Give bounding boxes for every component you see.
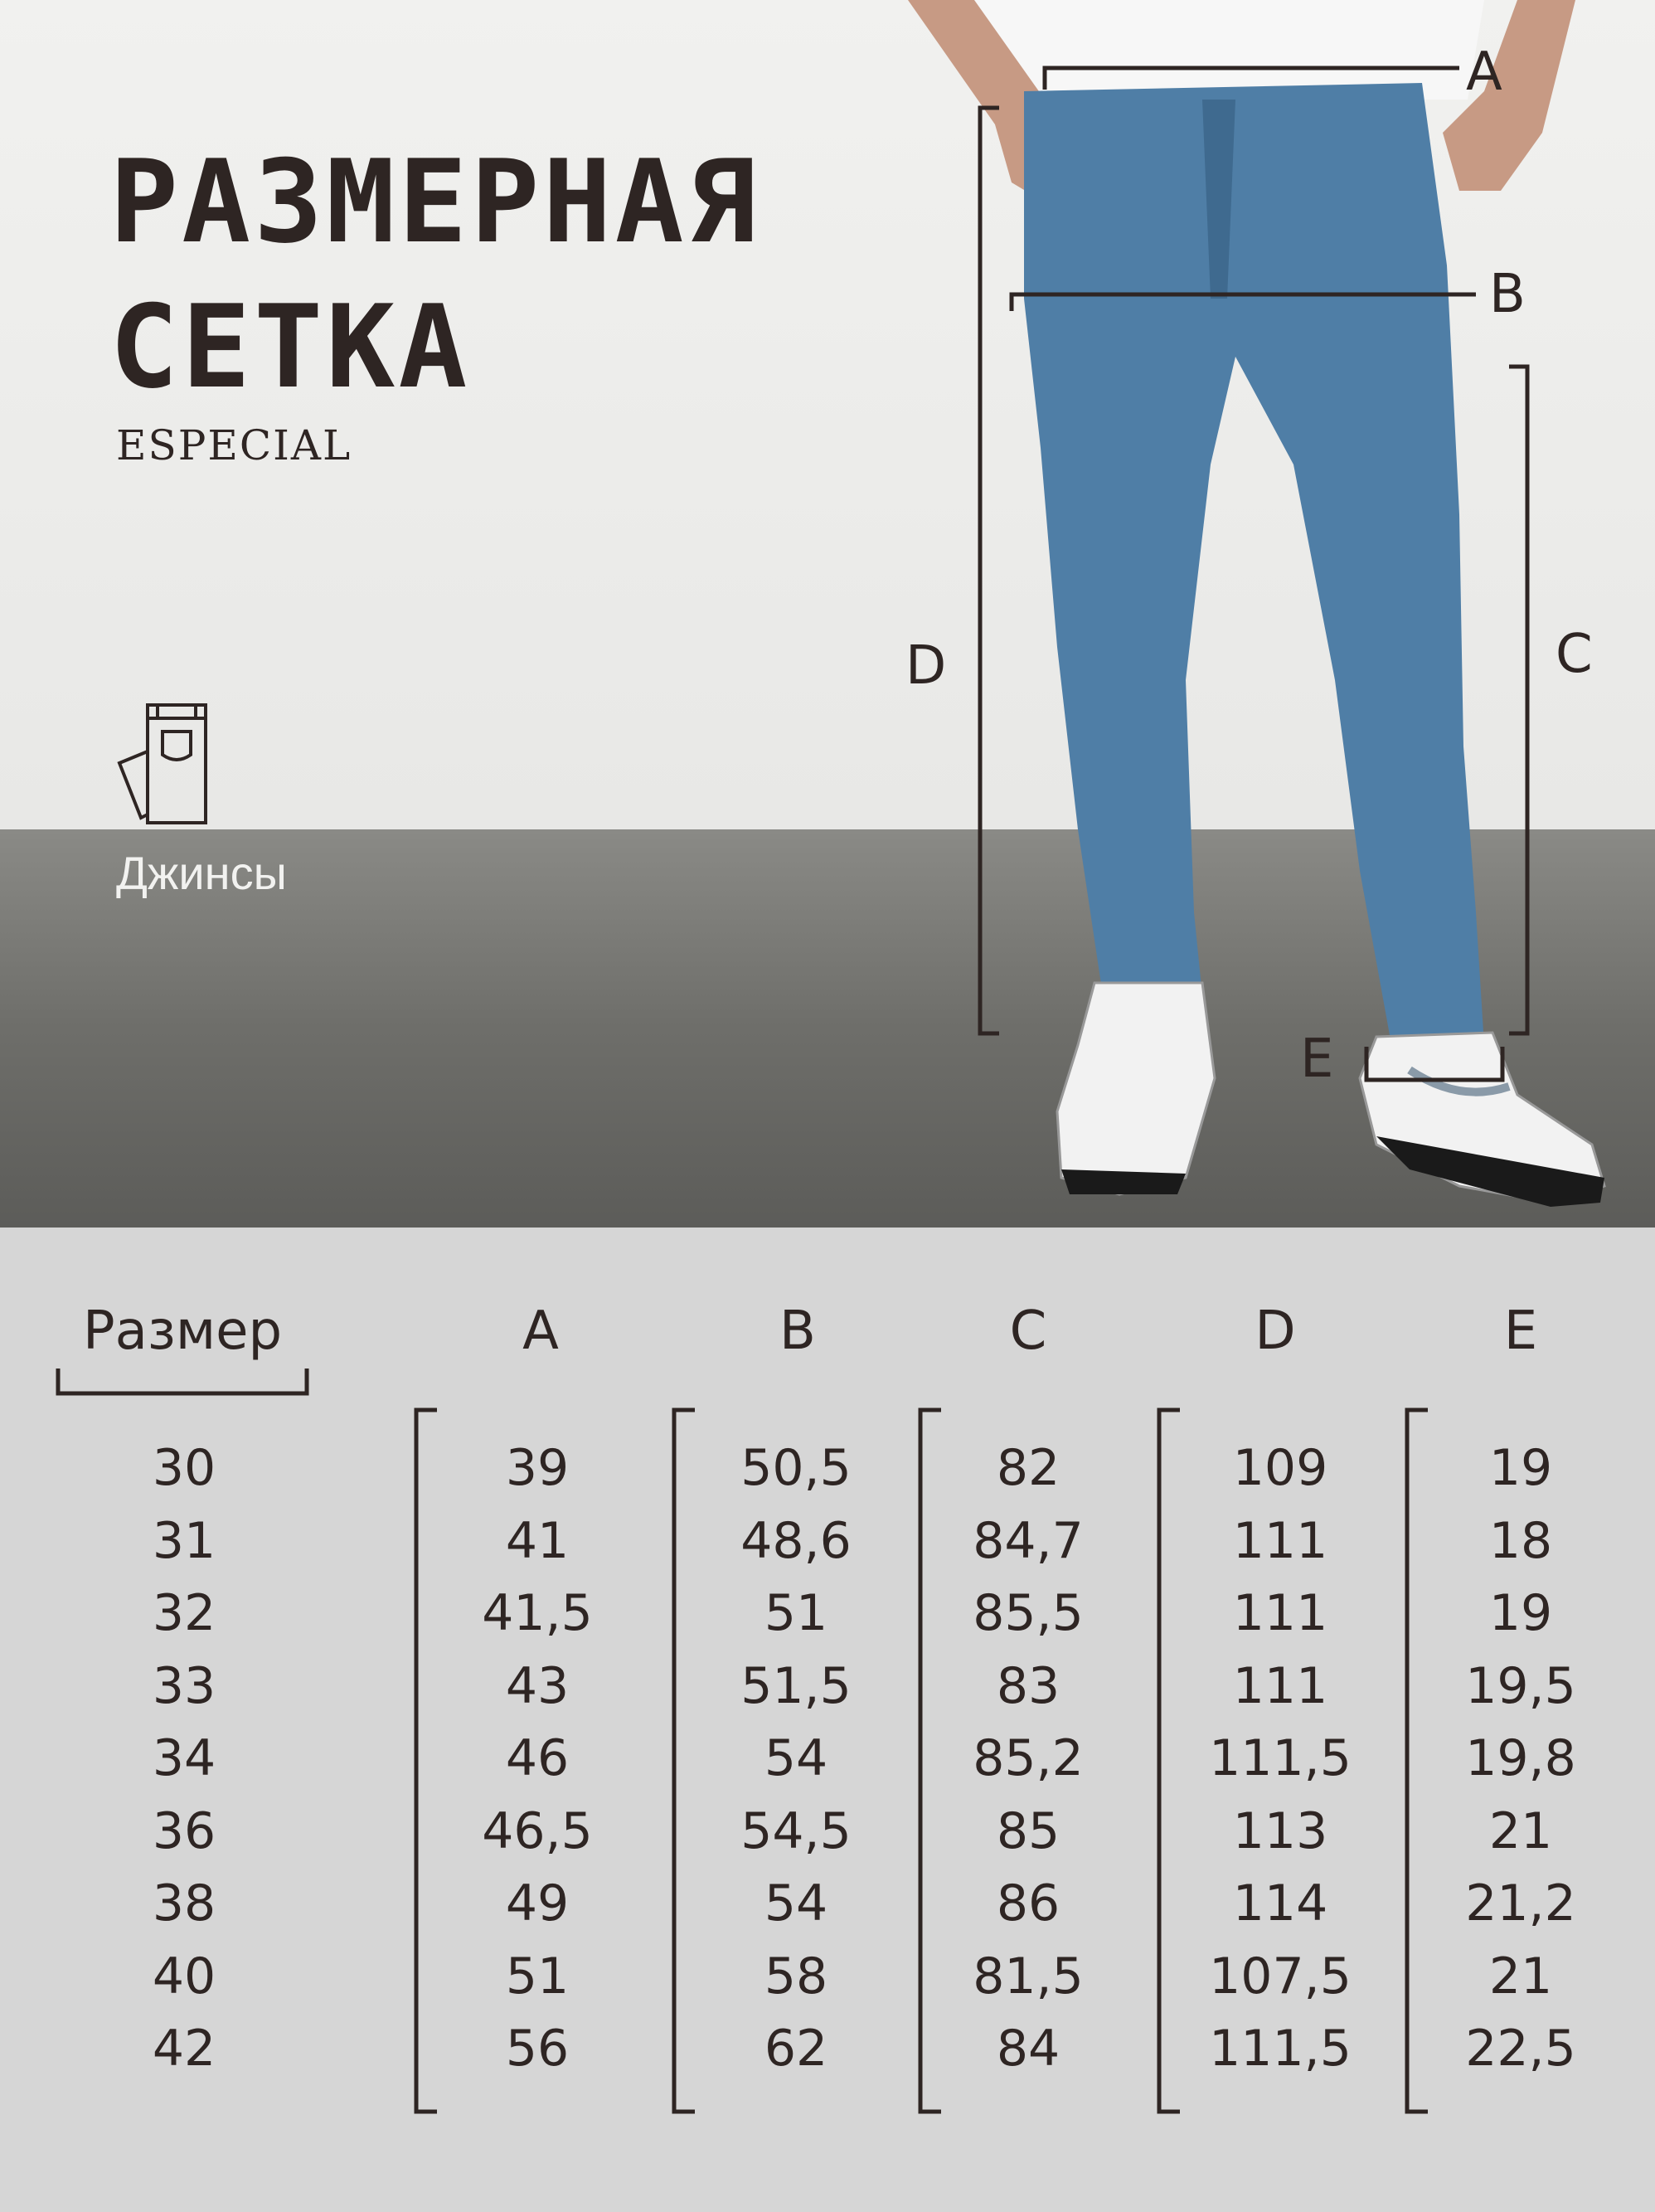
cell-b: 50,5 [740, 1439, 852, 1497]
cell-e: 18 [1488, 1511, 1553, 1570]
cell-size: 34 [152, 1729, 216, 1787]
cell-d: 111 [1232, 1511, 1328, 1570]
cell-e: 19,8 [1465, 1729, 1576, 1787]
cell-size: 40 [152, 1947, 216, 2005]
cell-c: 86 [996, 1874, 1060, 1932]
cell-c: 83 [996, 1656, 1060, 1715]
page-title-line2: СЕТКА [109, 280, 471, 414]
cell-b: 54 [764, 1874, 828, 1932]
cell-size: 38 [152, 1874, 216, 1932]
jeans-icon [114, 702, 214, 826]
cell-d: 111 [1232, 1584, 1328, 1642]
cell-b: 62 [764, 2020, 828, 2078]
cell-c: 85,5 [973, 1584, 1084, 1642]
cell-a: 39 [505, 1439, 570, 1497]
cell-c: 85 [996, 1801, 1060, 1860]
dim-d-bracket [980, 108, 999, 1033]
cell-a: 56 [505, 2020, 570, 2078]
dim-label-d: D [905, 635, 947, 697]
cell-size: 30 [152, 1439, 216, 1497]
category-label: Джинсы [116, 847, 287, 899]
column-header-d: D [1255, 1300, 1296, 1362]
cell-d: 111,5 [1209, 1729, 1352, 1787]
cell-a: 46 [505, 1729, 570, 1787]
column-header-e: E [1503, 1300, 1538, 1362]
cell-d: 114 [1232, 1874, 1328, 1932]
cell-e: 19,5 [1465, 1656, 1576, 1715]
cell-a: 49 [505, 1874, 570, 1932]
cell-c: 84,7 [973, 1511, 1084, 1570]
column-header-a: A [522, 1300, 559, 1362]
cell-b: 51,5 [740, 1656, 852, 1715]
cell-size: 36 [152, 1801, 216, 1860]
jeans [1024, 83, 1484, 1053]
cell-e: 21,2 [1465, 1874, 1576, 1932]
dim-label-e: E [1300, 1028, 1334, 1090]
column-header-c: C [1009, 1300, 1047, 1362]
left-sneaker [1057, 983, 1215, 1194]
cell-c: 85,2 [973, 1729, 1084, 1787]
dim-label-a: A [1466, 41, 1502, 103]
dim-c-bracket [1509, 367, 1527, 1033]
cell-e: 19 [1488, 1439, 1553, 1497]
cell-d: 109 [1232, 1439, 1328, 1497]
cell-c: 82 [996, 1439, 1060, 1497]
column-header-b: B [779, 1300, 816, 1362]
cell-c: 81,5 [973, 1947, 1084, 2005]
cell-d: 111 [1232, 1656, 1328, 1715]
left-sneaker-sole [1061, 1169, 1186, 1194]
column-header-size: Размер [83, 1300, 283, 1362]
cell-d: 111,5 [1209, 2020, 1352, 2078]
cell-b: 58 [764, 1947, 828, 2005]
cell-size: 42 [152, 2020, 216, 2078]
cell-a: 51 [505, 1947, 570, 2005]
cell-b: 51 [764, 1584, 828, 1642]
cell-a: 46,5 [482, 1801, 593, 1860]
cell-e: 22,5 [1465, 2020, 1576, 2078]
cell-a: 41 [505, 1511, 570, 1570]
cell-d: 113 [1232, 1801, 1328, 1860]
brand-logo: ESPECIAL [116, 421, 352, 469]
cell-e: 21 [1488, 1947, 1553, 2005]
page-title-line1: РАЗМЕРНАЯ [109, 135, 760, 269]
cell-a: 41,5 [482, 1584, 593, 1642]
cell-e: 21 [1488, 1801, 1553, 1860]
cell-a: 43 [505, 1656, 570, 1715]
cell-b: 54 [764, 1729, 828, 1787]
dim-label-b: B [1489, 264, 1526, 325]
cell-d: 107,5 [1209, 1947, 1352, 2005]
cell-c: 84 [996, 2020, 1060, 2078]
cell-size: 32 [152, 1584, 216, 1642]
cell-b: 54,5 [740, 1801, 852, 1860]
cell-size: 33 [152, 1656, 216, 1715]
cell-b: 48,6 [740, 1511, 852, 1570]
cell-size: 31 [152, 1511, 216, 1570]
dim-label-c: C [1556, 624, 1593, 685]
cell-e: 19 [1488, 1584, 1553, 1642]
